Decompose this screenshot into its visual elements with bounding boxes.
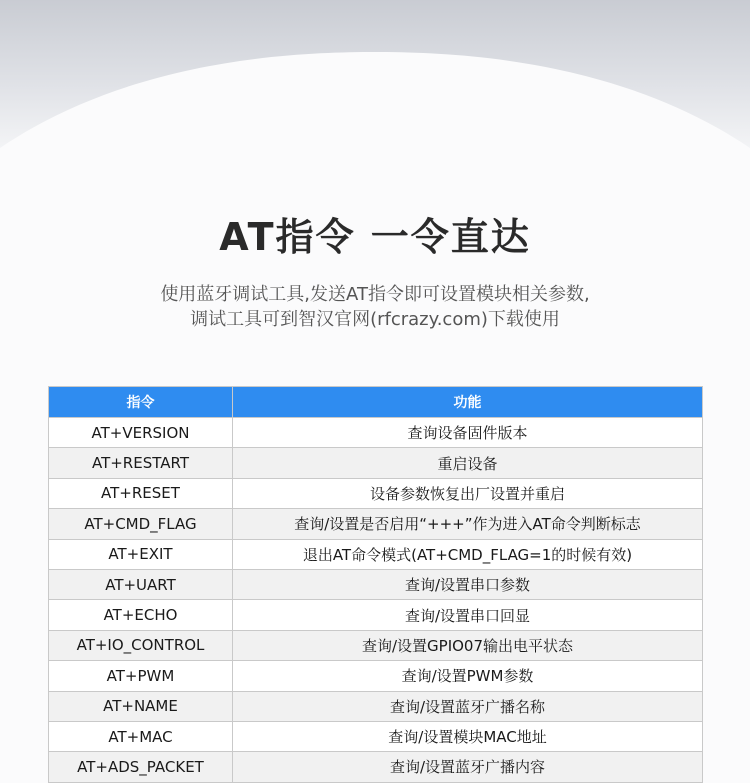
table-row xyxy=(49,661,703,691)
command-cell: AT+MAC xyxy=(49,721,233,751)
header-command: 指令 xyxy=(49,387,233,418)
command-cell: AT+NAME xyxy=(49,691,233,721)
function-cell: 查询/设置串口回显 xyxy=(233,600,703,630)
table-row xyxy=(49,691,703,721)
table-row xyxy=(49,721,703,751)
table-row xyxy=(49,600,703,630)
function-cell: 查询/设置蓝牙广播内容 xyxy=(233,752,703,782)
command-cell: AT+VERSION xyxy=(49,418,233,448)
function-cell: 查询/设置PWM参数 xyxy=(233,661,703,691)
function-cell: 查询设备固件版本 xyxy=(233,418,703,448)
function-cell: 查询/设置模块MAC地址 xyxy=(233,721,703,751)
table-row xyxy=(49,569,703,599)
table-row xyxy=(49,509,703,539)
function-cell: 重启设备 xyxy=(233,448,703,478)
command-cell: AT+PWM xyxy=(49,661,233,691)
header-function: 功能 xyxy=(233,387,703,418)
command-cell: AT+RESTART xyxy=(49,448,233,478)
page-subtitle xyxy=(0,282,750,332)
subtitle-line-1: 使用蓝牙调试工具,发送AT指令即可设置模块相关参数, xyxy=(160,284,590,305)
function-cell: 设备参数恢复出厂设置并重启 xyxy=(233,478,703,508)
at-command-table xyxy=(48,386,703,783)
function-cell: 查询/设置串口参数 xyxy=(233,569,703,599)
table-row xyxy=(49,448,703,478)
function-cell: 查询/设置GPIO07输出电平状态 xyxy=(233,630,703,660)
table-header-row xyxy=(49,387,703,418)
command-cell: AT+ECHO xyxy=(49,600,233,630)
function-cell: 查询/设置蓝牙广播名称 xyxy=(233,691,703,721)
command-cell: AT+RESET xyxy=(49,478,233,508)
function-cell: 查询/设置是否启用“+++”作为进入AT命令判断标志 xyxy=(233,509,703,539)
command-cell: AT+CMD_FLAG xyxy=(49,509,233,539)
command-cell: AT+IO_CONTROL xyxy=(49,630,233,660)
table-row xyxy=(49,478,703,508)
command-cell: AT+ADS_PACKET xyxy=(49,752,233,782)
table-row xyxy=(49,752,703,782)
subtitle-line-2: 调试工具可到智汉官网(rfcrazy.com)下载使用 xyxy=(190,309,560,330)
table-row xyxy=(49,539,703,569)
page-title: AT指令 一令直达 xyxy=(219,215,531,259)
function-cell: 退出AT命令模式(AT+CMD_FLAG=1的时候有效) xyxy=(233,539,703,569)
table-row xyxy=(49,630,703,660)
command-cell: AT+EXIT xyxy=(49,539,233,569)
command-cell: AT+UART xyxy=(49,569,233,599)
table-row xyxy=(49,418,703,448)
